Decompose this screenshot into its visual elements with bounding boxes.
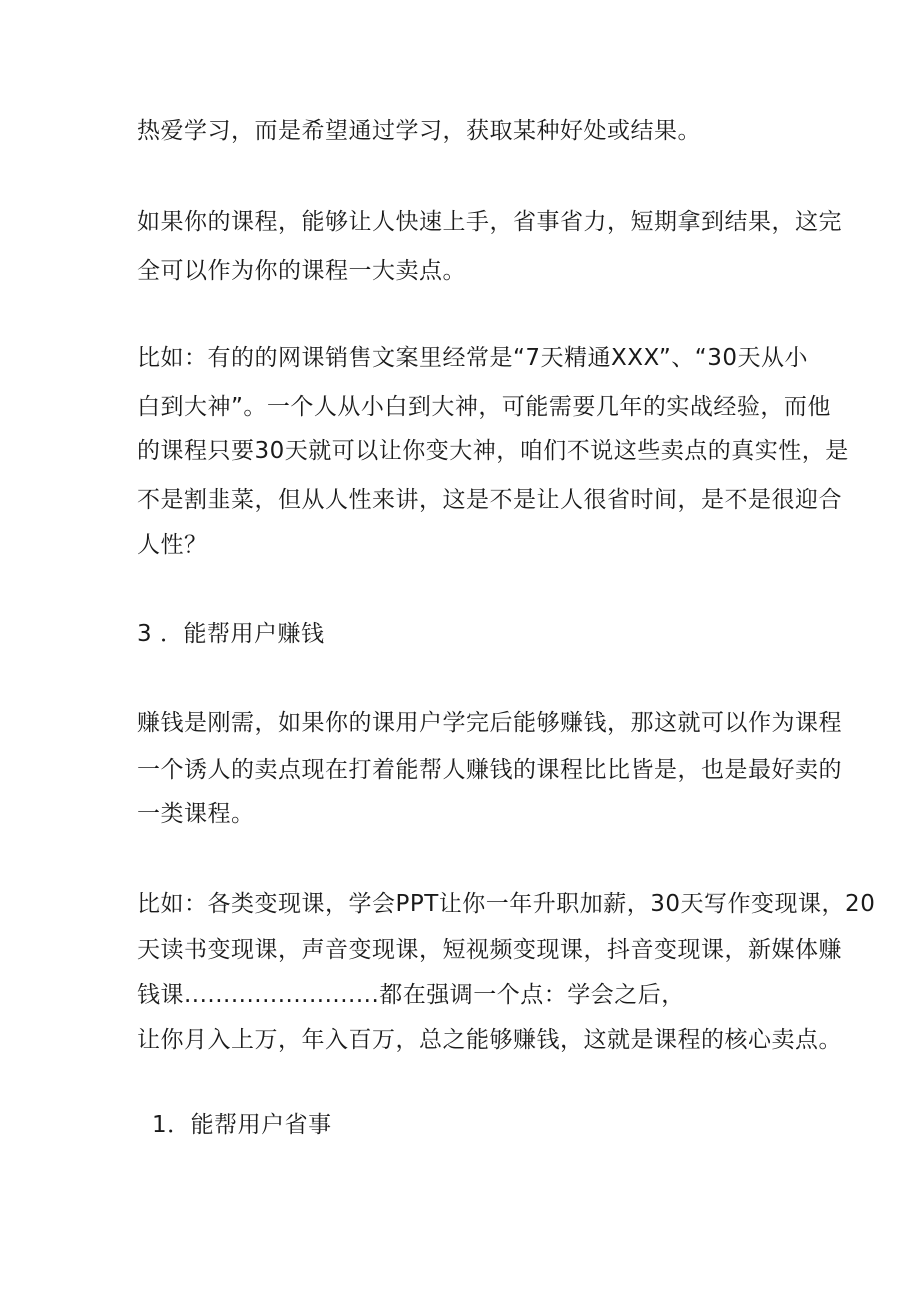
section-heading: 1．能帮用户省事	[152, 1112, 332, 1138]
paragraph-line: 钱课.........................都在强调一个点：学会之后，	[137, 982, 685, 1008]
paragraph-line: 天读书变现课，声音变现课，短视频变现课，抖音变现课，新媒体赚	[137, 937, 842, 963]
paragraph-line: 比如：各类变现课，学会PPT让你一年升职加薪，30天写作变现课，20	[137, 891, 876, 917]
paragraph-line: 白到大神”。一个人从小白到大神，可能需要几年的实战经验，而他	[137, 394, 831, 420]
paragraph-line: 不是割韭菜，但从人性来讲，这是不是让人很省时间，是不是很迎合	[137, 487, 842, 513]
paragraph-line: 人性？	[137, 532, 208, 558]
paragraph-line: 比如：有的的网课销售文案里经常是“7天精通XXX”、“30天从小	[137, 345, 808, 371]
paragraph-line: 一个诱人的卖点现在打着能帮人赚钱的课程比比皆是，也是最好卖的	[137, 757, 842, 783]
section-heading: 3 ．能帮用户赚钱	[137, 621, 325, 647]
paragraph-line: 全可以作为你的课程一大卖点。	[137, 258, 466, 284]
paragraph-line: 的课程只要30天就可以让你变大神，咱们不说这些卖点的真实性，是	[137, 438, 849, 464]
paragraph-line: 让你月入上万，年入百万，总之能够赚钱，这就是课程的核心卖点。	[137, 1027, 842, 1053]
paragraph-line: 一类课程。	[137, 801, 255, 827]
paragraph-line: 热爱学习，而是希望通过学习，获取某种好处或结果。	[137, 118, 701, 144]
paragraph-line: 如果你的课程，能够让人快速上手，省事省力，短期拿到结果，这完	[137, 209, 842, 235]
paragraph-line: 赚钱是刚需，如果你的课用户学完后能够赚钱，那这就可以作为课程	[137, 710, 842, 736]
